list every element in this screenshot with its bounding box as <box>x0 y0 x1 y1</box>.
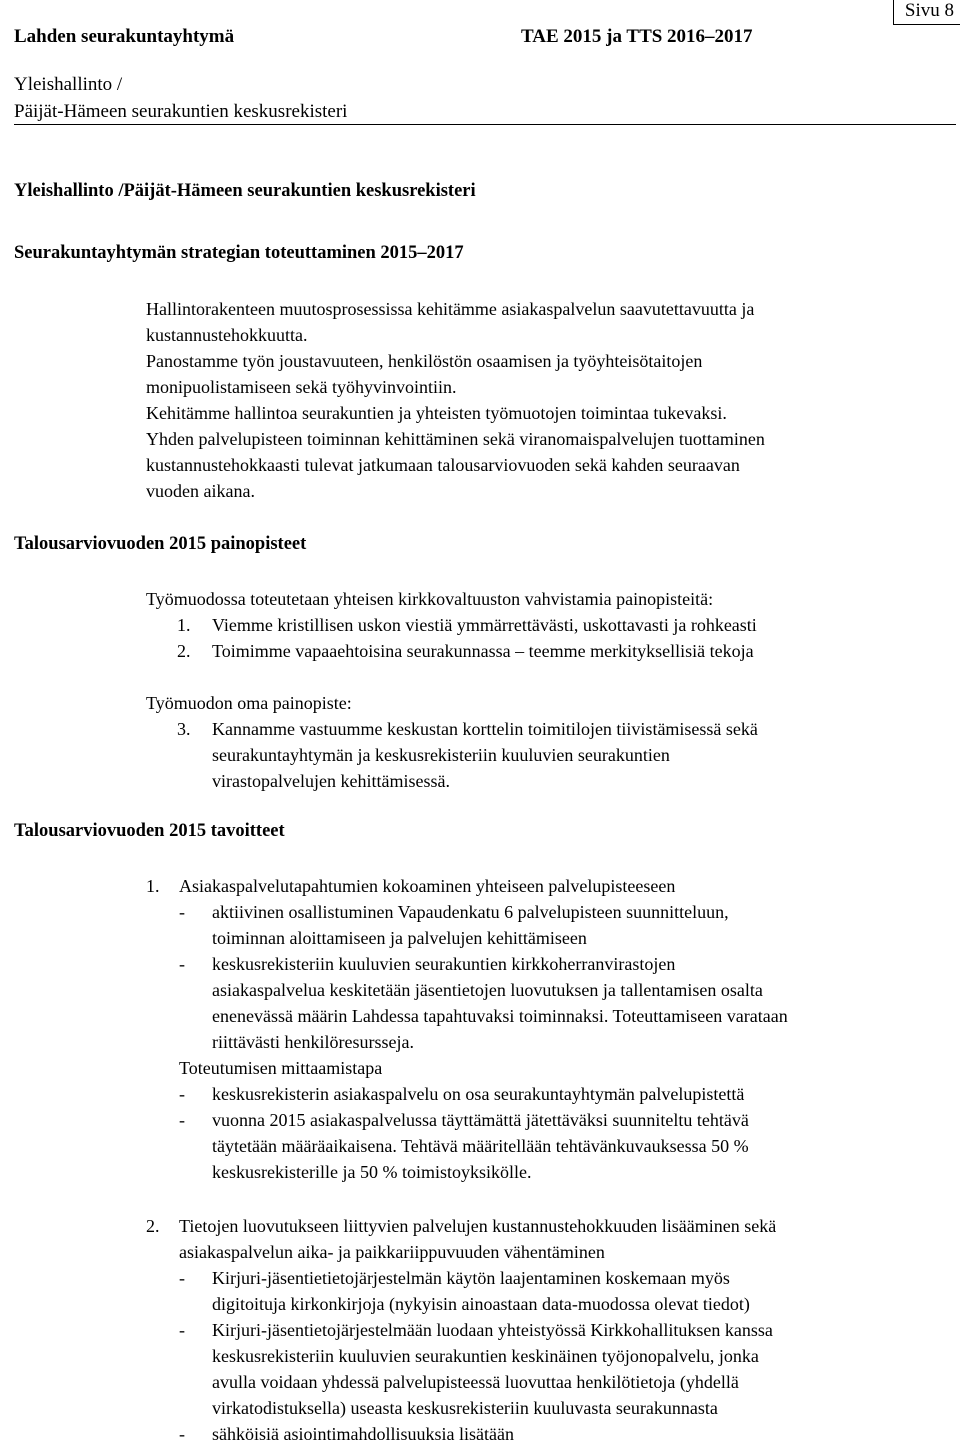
goal-num: 2. <box>146 1216 160 1236</box>
page-number-frame <box>893 0 894 24</box>
header-section-line2: Päijät-Hämeen seurakuntien keskusrekisteri <box>14 101 348 122</box>
bullet-line: asiakaspalvelua keskitetään jäsentietojen luovutuksen ja tallentamisen osalta <box>212 980 763 1000</box>
bullet-line: keskusrekisteriin kuuluvien seurakuntien keskinäinen työjonopalvelu, jonka <box>212 1346 759 1366</box>
bullet-line: keskusrekisterin asiakaspalvelu on osa seurakuntayhtymän palvelupistettä <box>212 1084 745 1104</box>
bullet-line: enenevässä määrin Lahdessa tapahtuvaksi toiminnaksi. Toteuttamiseen varataan <box>212 1006 788 1026</box>
bullet-dash: - <box>179 1268 185 1288</box>
focus-intro: Työmuodossa toteutetaan yhteisen kirkkovaltuuston vahvistamia painopisteitä: <box>146 589 714 609</box>
bullet-line: aktiivinen osallistuminen Vapaudenkatu 6 palvelupisteen suunnitteluun, <box>212 902 729 922</box>
focus-own-num: 3. <box>177 719 191 739</box>
focus-own-line: seurakuntayhtymän ja keskusrekisteriin kuuluvien seurakuntien <box>212 745 670 765</box>
strategy-line: kustannustehokkuutta. <box>146 325 308 345</box>
page-number: Sivu 8 <box>904 0 954 21</box>
goal-title <box>179 1213 776 1265</box>
measure-bullet <box>212 1107 749 1185</box>
page-number-underline <box>893 24 960 25</box>
focus-own-text <box>212 716 758 794</box>
focus-item-num: 1. <box>177 615 191 635</box>
bullet-dash: - <box>179 902 185 922</box>
strategy-line: vuoden aikana. <box>146 481 255 501</box>
goal-bullet <box>212 1421 514 1447</box>
header-rule <box>14 124 956 125</box>
goal-bullet <box>212 899 729 951</box>
focus-item-text: Toimimme vapaaehtoisina seurakunnassa – teemme merkityksellisiä tekoja <box>212 641 754 661</box>
strategy-line: Yhden palvelupisteen toiminnan kehittäminen sekä viranomaispalvelujen tuottaminen <box>146 429 765 449</box>
strategy-line: kustannustehokkaasti tulevat jatkumaan talousarviovuoden sekä kahden seuraavan <box>146 455 740 475</box>
bullet-line: vuonna 2015 asiakaspalvelussa täyttämättä jätettäväksi suunniteltu tehtävä <box>212 1110 749 1130</box>
goal-title-line: asiakaspalvelun aika- ja paikkariippuvuuden vähentäminen <box>179 1242 605 1262</box>
bullet-dash: - <box>179 1320 185 1340</box>
strategy-heading: Seurakuntayhtymän strategian toteuttaminen 2015–2017 <box>14 243 464 263</box>
bullet-dash: - <box>179 1110 185 1130</box>
strategy-line: Panostamme työn joustavuuteen, henkilöstön osaamisen ja työyhteisötaitojen <box>146 351 703 371</box>
bullet-line: virkatodistuksella) useasta keskusrekisteriin kuuluvasta seurakunnasta <box>212 1398 718 1418</box>
goal-num: 1. <box>146 876 160 896</box>
goal-title-line: Tietojen luovutukseen liittyvien palvelujen kustannustehokkuuden lisääminen sekä <box>179 1216 777 1236</box>
strategy-line: Hallintorakenteen muutosprosessissa kehitämme asiakaspalvelun saavutettavuutta ja <box>146 299 755 319</box>
strategy-line: monipuolistamiseen sekä työhyvinvointiin. <box>146 377 457 397</box>
focus-own-line: virastopalvelujen kehittämisessä. <box>212 771 450 791</box>
goal-bullet <box>212 1265 750 1317</box>
bullet-dash: - <box>179 1424 185 1444</box>
strategy-text <box>146 296 765 504</box>
bullet-line: keskusrekisterille ja 50 % toimistoyksikölle. <box>212 1162 532 1182</box>
bullet-line: täytetään määräaikaisena. Tehtävä määritellään tehtävänkuvauksessa 50 % <box>212 1136 749 1156</box>
page-title: Yleishallinto /Päijät-Hämeen seurakuntien keskusrekisteri <box>14 181 476 201</box>
bullet-line: Kirjuri-jäsentietojärjestelmään luodaan yhteistyössä Kirkkohallituksen kanssa <box>212 1320 773 1340</box>
focus-own-line: Kannamme vastuumme keskustan korttelin toimitilojen tiivistämisessä sekä <box>212 719 758 739</box>
focus-item-text: Viemme kristillisen uskon viestiä ymmärrettävästi, uskottavasti ja rohkeasti <box>212 615 757 635</box>
bullet-line: avulla voidaan yhdessä palvelupisteessä luovuttaa henkilötietoja (yhdellä <box>212 1372 739 1392</box>
header-org: Lahden seurakuntayhtymä <box>14 26 235 47</box>
measure-heading: Toteutumisen mittaamistapa <box>179 1058 383 1078</box>
bullet-line: toiminnan aloittamiseen ja palvelujen kehittämiseen <box>212 928 587 948</box>
bullet-line: keskusrekisteriin kuuluvien seurakuntien kirkkoherranvirastojen <box>212 954 676 974</box>
goals-heading: Talousarviovuoden 2015 tavoitteet <box>14 821 285 841</box>
bullet-line: riittävästi henkilöresursseja. <box>212 1032 414 1052</box>
bullet-dash: - <box>179 954 185 974</box>
focus-heading: Talousarviovuoden 2015 painopisteet <box>14 534 307 554</box>
bullet-line: sähköisiä asiointimahdollisuuksia lisätään <box>212 1424 514 1444</box>
strategy-line: Kehitämme hallintoa seurakuntien ja yhteisten työmuotojen toimintaa tukevaksi. <box>146 403 727 423</box>
goal-bullet <box>212 1317 773 1421</box>
focus-own-label: Työmuodon oma painopiste: <box>146 693 352 713</box>
measure-bullet <box>212 1081 744 1107</box>
bullet-line: digitoituja kirkonkirjoja (nykyisin ainoastaan data-muodossa olevat tiedot) <box>212 1294 750 1314</box>
header-doc: TAE 2015 ja TTS 2016–2017 <box>521 26 753 47</box>
bullet-line: Kirjuri-jäsentietietojärjestelmän käytön laajentaminen koskemaan myös <box>212 1268 730 1288</box>
goal-bullet <box>212 951 788 1055</box>
header-section-line1: Yleishallinto / <box>14 74 123 95</box>
focus-item-num: 2. <box>177 641 191 661</box>
goal-title: Asiakaspalvelutapahtumien kokoaminen yhteiseen palvelupisteeseen <box>179 876 676 896</box>
bullet-dash: - <box>179 1084 185 1104</box>
